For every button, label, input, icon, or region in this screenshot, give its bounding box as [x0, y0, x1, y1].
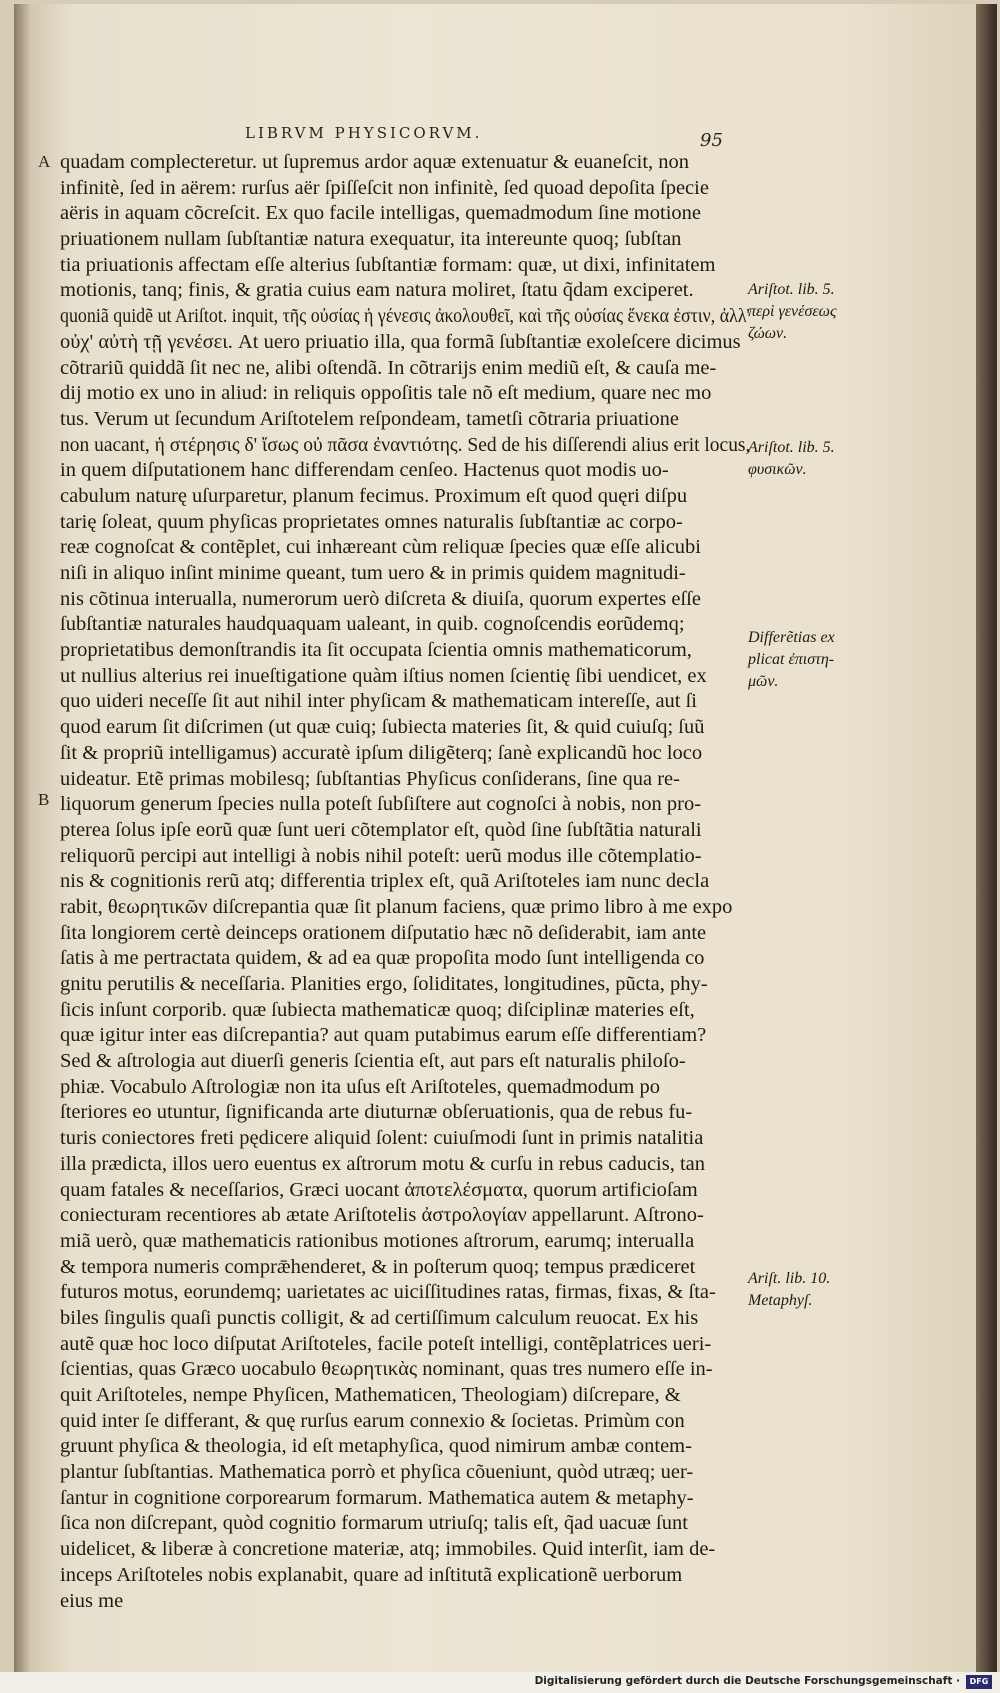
footer-bar: [0, 1672, 1000, 1693]
margin-note: [748, 437, 858, 481]
text-line: tia priuationis affectam eſſe alterius ſubſtantiæ formam: quæ, ut dixi, infinitatem: [60, 253, 716, 276]
text-line: in quem diſputationem hanc differendam cenſeo. Hactenus quot modis uo-: [60, 459, 669, 482]
text-line: ſicis inſunt corporib. quæ ſubiecta mathematicæ quoq; diſciplinæ materies eſt,: [60, 998, 695, 1021]
text-line: quid inter ſe differant, & quę rurſus earum connexio & ſocietas. Primùm con: [60, 1409, 685, 1432]
text-line: ſica non diſcrepant, quòd cognitio formarum utriuſq; talis eſt, q̃ad uacuæ ſunt: [60, 1512, 688, 1535]
text-line: quoniã quidẽ ut Ariſtot. inquit, τῆς οὐσίας ἡ γένεσις ἀκολουθεῖ, καὶ τῆς οὐσίας ἕνεκα ἐστιν, ἀλλ': [60, 305, 750, 328]
text-line: quam fatales & neceſſarios, Græci uocant ἀποτελέσματα, quorum artificioſam: [60, 1178, 698, 1201]
text-line: cabulum naturę uſurparetur, planum fecimus. Proximum eſt quod quęri diſpu: [60, 484, 688, 507]
text-line: nis & cognitionis rerũ atq; differentia triplex eſt, quã Ariſtoteles iam nunc decla: [60, 870, 710, 893]
margin-note-line: περὶ γενέσεως: [748, 303, 837, 320]
text-line: quadam complecteretur. ut ſupremus ardor aquæ extenuatur & euaneſcit, non: [60, 151, 690, 173]
running-head: LIBRVM PHYSICORVM.: [245, 124, 483, 142]
text-line: ſubſtantiæ naturales haudquaquam ualeant, in quib. cognoſcendis eorũdemq;: [60, 613, 685, 636]
text-line: reæ cognoſcat & contẽplet, cui inhæreant cùm reliquæ ſpecies quæ eſſe alicubi: [60, 536, 701, 559]
text-line: Sed & aſtrologia aut diuerſi generis ſcientia eſt, aut pars eſt naturalis philoſo-: [60, 1050, 686, 1073]
text-line: miã uerò, quæ mathematicis rationibus motiones aſtrorum, earumq; interualla: [60, 1229, 695, 1252]
text-line: quod earum ſit diſcrimen (ut quæ cuiq; ſubiecta materies ſit, & quid cuiuſq; ſuũ: [60, 716, 705, 739]
margin-marker-b: B: [38, 790, 50, 809]
text-line: ſcientias, quas Græco uocabulo θεωρητικὰς nominant, quas tres numero eſſe in-: [60, 1358, 713, 1381]
text-line: ſteriores eo utuntur, ſignificanda arte diuturnæ obſeruationis, qua de rebus fu-: [60, 1101, 693, 1124]
text-line: priuationem nullam ſubſtantiæ natura exequatur, ita intereunte quoq; ſubſtan: [60, 228, 682, 251]
text-line: niſi in aliquo inſint minime queant, tum uero & in primis quidem magnitudi-: [60, 562, 686, 584]
text-line: tus. Verum ut ſecundum Ariſtotelem reſpondeam, tametſi cõtraria priuatione: [60, 407, 680, 430]
margin-marker-a: A: [38, 152, 51, 171]
text-line: phiæ. Vocabulo Aſtrologiæ non ita uſus eſt Ariſtoteles, quemadmodum po: [60, 1075, 660, 1098]
text-line: proprietatibus demonſtrandis ita ſit occupata ſcientia omnis mathematicorum,: [60, 639, 692, 662]
body-text: [60, 150, 750, 1614]
footer-credit: Digitalisierung gefördert durch die Deutsche Forschungsgemeinschaft ·: [534, 1675, 960, 1687]
text-line: & tempora numeris comprǣhenderet, & in poſterum quoq; tempus prædiceret: [60, 1255, 696, 1278]
text-line: ſantur in cognitione corporearum formarum. Mathematica autem & metaphy-: [60, 1486, 694, 1509]
text-line: ſita longiorem certè deinceps orationem diſputatio hæc nõ deſiderabit, iam ante: [60, 921, 707, 944]
text-line: reliquorũ percipi aut intelligi à nobis nihil poteſt: uerũ modus ille cõtemplatio-: [60, 844, 702, 867]
page-number: 95: [700, 130, 723, 151]
text-line: nis cõtinua interualla, numerorum uerò diſcreta & diuiſa, quorum expertes eſſe: [60, 587, 701, 610]
text-line: cõtrariũ quiddã ſit nec ne, alibi oſtendã. In cõtrarijs enim mediũ eſt, & cauſa me-: [60, 356, 717, 379]
text-line: ſit & propriũ intelligamus) accuratè ipſum diligẽterq; ſanè explicandũ hoc loco: [60, 741, 703, 764]
text-line: οὐχ' αὐτὴ τῇ γενέσει. At uero priuatio illa, qua formã ſubſtantiæ exoleſcere dicimus: [60, 330, 741, 353]
margin-note: [748, 1268, 858, 1312]
text-line: turis coniectores freti pędicere aliquid ſolent: cuiuſmodi ſunt in primis natalitia: [60, 1127, 704, 1150]
text-line: dij motio ex uno in aliud: in reliquis oppoſitis tale nõ eſt medium, quare nec mo: [60, 382, 712, 405]
text-line: uideatur. Etẽ primas mobilesq; ſubſtantias Phyſicus conſiderans, ſine qua re-: [60, 767, 680, 790]
text-line: tarię ſoleat, quum phyſicas proprietates omnes naturalis ſubſtantiæ ac corpo-: [60, 510, 683, 533]
text-line: pterea ſolus ipſe eorũ quæ ſunt ueri cõtemplator eſt, quòd ſine ſubſtãtia naturali: [60, 818, 702, 841]
text-line: ſatis à me pertractata quidem, & ad ea quæ propoſita modo ſunt intelligenda co: [60, 947, 705, 970]
text-line: uidelicet, & liberæ à concretione materiæ, atq; immobiles. Quid interſit, iam de-: [60, 1538, 716, 1561]
text-line: gruunt phyſica & theologia, id eſt metaphyſica, quod nimirum ambæ contem-: [60, 1435, 692, 1458]
text-line: non uacant, ἡ στέρησις δ' ἴσως οὐ πᾶσα ἐναντιότης. Sed de his diſſerendi alius erit locus,: [60, 433, 751, 456]
text-line: motionis, tanq; finis, & gratia cuius eam natura moliret, ſtatu q̃dam exciperet.: [60, 279, 694, 302]
margin-note-line: Ariſtot. lib. 5.: [748, 439, 835, 456]
margin-note-line: Ariſtot. lib. 5.: [748, 281, 835, 298]
text-line: quæ igitur inter eas diſcrepantia? aut quam putabimus earum eſſe differentiam?: [60, 1024, 707, 1047]
text-line: quo uideri neceſſe ſit aut nihil inter phyſicam & mathematicam intereſſe, aut ſi: [60, 690, 698, 713]
text-line: gnitu perutilis & neceſſaria. Planities ergo, ſoliditates, longitudines, pũcta, phy-: [60, 973, 708, 995]
text-line: infinitè, ſed in aërem: rurſus aër ſpiſſeſcit non infinitè, ſed quoad depoſita ſpecie: [60, 176, 709, 199]
text-line: illa prædicta, illos uero euentus ex aſtrorum motu & curſu in rebus caducis, tan: [60, 1152, 706, 1175]
text-line: biles ſingulis quaſi punctis colligit, & ad certiſſimum calculum reuocat. Ex his: [60, 1306, 699, 1329]
page-edge: [976, 4, 994, 1672]
text-line: futuros motus, eorundemq; uarietates ac uiciſſitudines ratas, firmas, fixas, & ſta-: [60, 1281, 716, 1304]
margin-note-line: Metaphyſ.: [748, 1292, 813, 1309]
text-line: rabit, θεωρητικῶν diſcrepantia quæ ſit planum faciens, quæ primo libro à me expo: [60, 895, 733, 918]
margin-note-line: Differẽtias ex: [748, 629, 835, 646]
text-line: plantur ſubſtantias. Mathematica porrò et phyſica cõueniunt, quòd utræq; uer-: [60, 1461, 694, 1484]
margin-note-line: Ariſt. lib. 10.: [748, 1270, 831, 1287]
text-line: inceps Ariſtoteles nobis explanabit, quare ad inſtitutã explicationẽ uerborum: [60, 1563, 683, 1586]
dfg-logo-icon: DFG: [966, 1675, 992, 1689]
text-line: coniecturam recentiores ab ætate Ariſtotelis ἀστρολογίαν appellarunt. Aſtrono-: [60, 1204, 704, 1227]
text-line: ut nullius alterius rei inueſtigatione quàm iſtius nomen ſcientię ſibi uendicet, ex: [60, 664, 707, 687]
margin-note-line: plicat ἐπιστη-: [748, 651, 835, 668]
binding-shadow: [14, 4, 30, 1672]
margin-note-line: ζώων.: [748, 325, 788, 342]
text-line: eius me: [60, 1589, 124, 1612]
text-line: liquorum generum ſpecies nulla poteſt ſubſiſtere aut cognoſci à nobis, non pro-: [60, 793, 702, 816]
margin-note-line: μῶν.: [748, 673, 779, 690]
margin-note: [748, 279, 858, 345]
margin-note-line: φυσικῶν.: [748, 461, 807, 478]
text-line: aëris in aquam cõcreſcit. Ex quo facile intelligas, quemadmodum ſine motione: [60, 202, 701, 225]
text-line: autẽ quæ hoc loco diſputat Ariſtoteles, facile poteſt intelligi, contẽplatrices ueri-: [60, 1332, 712, 1355]
text-line: quit Ariſtoteles, nempe Phyſicen, Mathematicen, Theologiam) diſcrepare, &: [60, 1384, 681, 1406]
margin-note: [748, 627, 858, 693]
